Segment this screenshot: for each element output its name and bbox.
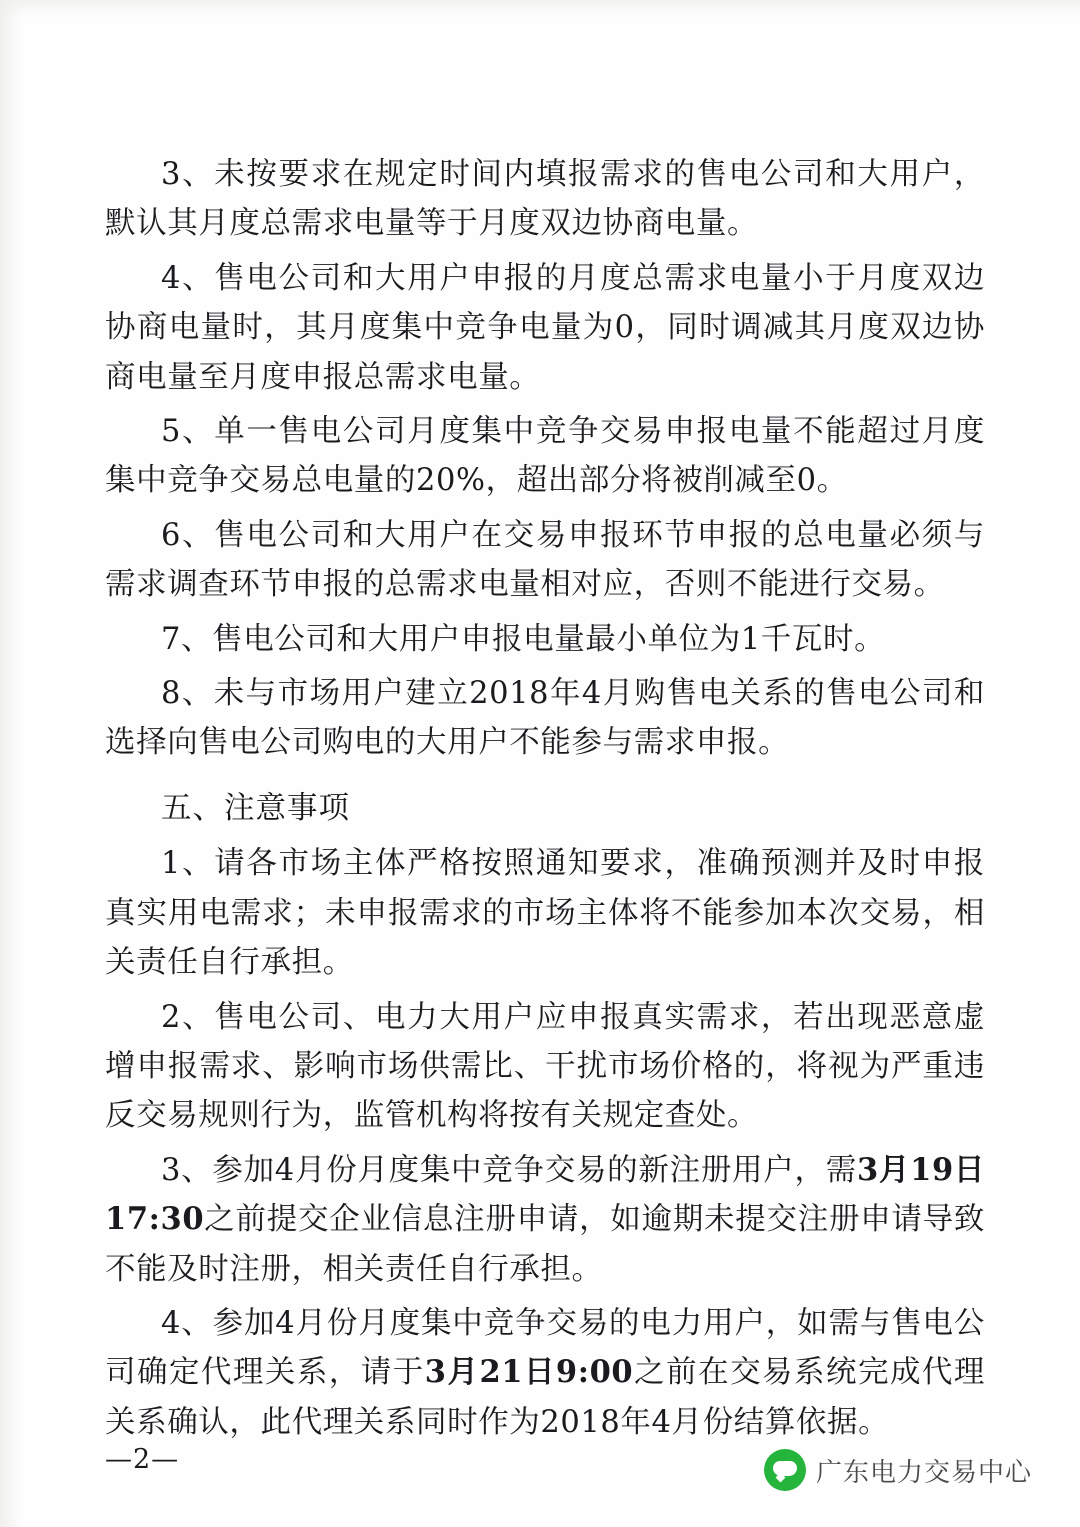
note-paragraph-3: [105, 1146, 985, 1294]
note-2-segment-1: 2、售电公司、电力大用户应申报真实需求，若出现恶意虚增申报需求、影响市场供需比、干扰市场价格的，将视为严重违反交易规则行为，监管机构将按有关规定查处。: [105, 999, 985, 1134]
numbered-paragraph-5: 5、单一售电公司月度集中竞争交易申报电量不能超过月度集中竞争交易总电量的20%，超出部分将被削减至0。: [105, 414, 985, 499]
note-4-segment-1: 4、参加4月份月度集中竞争交易的电力用户，如需与售电公司确定代理关系，请于: [105, 1305, 985, 1391]
note-3-deadline-emphasis: 3月19日17:30: [105, 1151, 986, 1238]
note-paragraph-2: [105, 993, 985, 1141]
note-3-segment-3: 之前提交企业信息注册申请，如逾期未提交注册申请导致不能及时注册，相关责任自行承担。: [105, 1202, 985, 1287]
scan-edge-shadow-top: [0, 0, 1080, 18]
scan-edge-shadow-left: [0, 0, 22, 1527]
numbered-paragraph-3: 3、未按要求在规定时间内填报需求的售电公司和大用户，默认其月度总需求电量等于月度双边协商电量。: [105, 157, 985, 242]
page-number: —2—: [105, 1444, 180, 1475]
note-4-deadline-emphasis: 3月21日9:00: [424, 1354, 634, 1391]
note-1-segment-1: 1、请各市场主体严格按照通知要求，准确预测并及时申报真实用电需求；未申报需求的市场主体将不能参加本次交易，相关责任自行承担。: [105, 846, 985, 981]
note-3-segment-1: 3、参加4月份月度集中竞争交易的新注册用户，需: [161, 1152, 857, 1188]
numbered-paragraph-4: 4、售电公司和大用户申报的月度总需求电量小于月度双边协商电量时，其月度集中竞争电量为0，同时调减其月度双边协商电量至月度申报总需求电量。: [105, 260, 985, 395]
note-paragraph-4: [105, 1299, 985, 1447]
numbered-paragraph-6: 6、售电公司和大用户在交易申报环节申报的总电量必须与需求调查环节申报的总需求电量相对应，否则不能进行交易。: [105, 517, 985, 603]
footer-stamp-label: 广东电力交易中心: [815, 1457, 1032, 1488]
wechat-logo-icon: [764, 1449, 806, 1491]
numbered-paragraph-7: 7、售电公司和大用户申报电量最小单位为1千瓦时。: [161, 621, 886, 657]
note-4-segment-3: 之前在交易系统完成代理关系确认，此代理关系同时作为2018年4月份结算依据。: [105, 1355, 985, 1440]
footer-stamp: [764, 1449, 1032, 1491]
note-paragraph-1: [105, 839, 985, 987]
numbered-paragraph-8: 8、未与市场用户建立2018年4月购售电关系的售电公司和选择向售电公司购电的大用户不能参与需求申报。: [105, 676, 985, 761]
document-body: [105, 150, 985, 1452]
section-heading-notes: 五、注意事项: [161, 790, 350, 826]
